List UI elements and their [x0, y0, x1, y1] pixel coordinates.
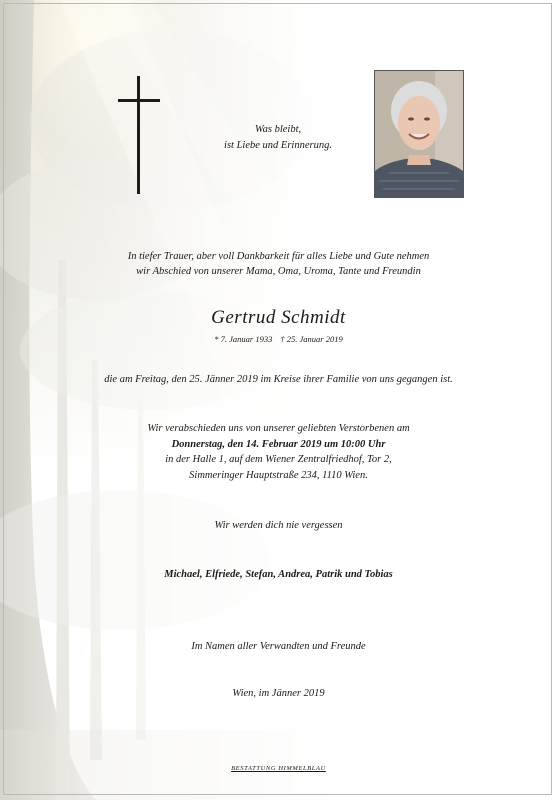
quote-line: ist Liebe und Erinnerung. [224, 140, 332, 151]
funeral-home-name: BESTATTUNG HIMMELBLAU [231, 765, 326, 772]
intro-line: In tiefer Trauer, aber voll Dankbarkeit für alles Liebe und Gute nehmen [127, 251, 430, 262]
death-notice-text: die am Freitag, den 25. Jänner 2019 im Kreise ihrer Familie von uns gegangen ist. [104, 374, 453, 385]
memorial-quote [199, 122, 357, 154]
intro-line: wir Abschied von unserer Mama, Oma, Uroma, Tante und Freundin [136, 266, 421, 277]
place-and-date: Wien, im Jänner 2019 [232, 688, 325, 699]
portrait-photo [374, 70, 464, 198]
relatives-text: Im Namen aller Verwandten und Freunde [191, 641, 366, 652]
mourning-intro [0, 249, 557, 279]
funeral-line: Wir verabschieden uns von unserer geliebten Verstorbenen am [147, 423, 410, 434]
funeral-date: Donnerstag, den 14. Februar 2019 um 10:00 Uhr [171, 438, 386, 450]
quote-line: Was bleibt, [254, 124, 302, 135]
funeral-location: in der Halle 1, auf dem Wiener Zentralfriedhof, Tor 2, [165, 454, 392, 465]
farewell-text: Wir werden dich nie vergessen [214, 520, 343, 531]
cross-icon [118, 76, 160, 194]
death-date: † 25. Januar 2019 [280, 334, 343, 344]
family-names: Michael, Elfriede, Stefan, Andrea, Patrik und Tobias [164, 569, 393, 580]
birth-date: * 7. Januar 1933 [214, 334, 273, 344]
life-dates [0, 333, 557, 345]
funeral-details [0, 421, 557, 483]
deceased-name: Gertrud Schmidt [211, 307, 346, 328]
funeral-address: Simmeringer Hauptstraße 234, 1110 Wien. [189, 469, 368, 481]
